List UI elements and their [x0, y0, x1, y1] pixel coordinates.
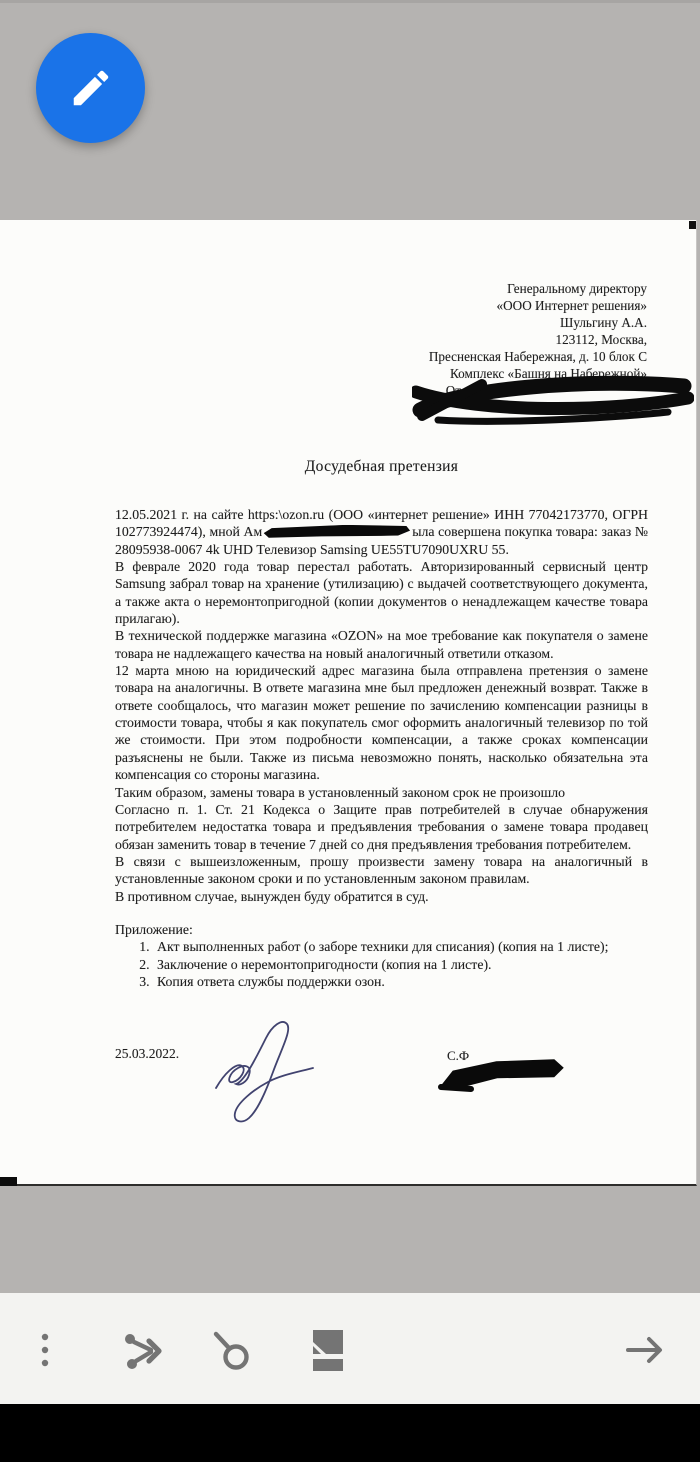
scan-artifact-top-right	[689, 221, 696, 229]
lasso-icon	[208, 1326, 256, 1374]
attachment-item: 2. Заключение о неремонтопригодности (копия на 1 листе).	[153, 956, 648, 973]
pencil-icon	[68, 65, 114, 111]
scan-artifact-bottom-left	[0, 1177, 17, 1186]
attachment-item: 3. Копия ответа службы поддержки озон.	[153, 973, 648, 990]
attachments-section	[115, 921, 648, 990]
document-paragraph: Согласно п. 1. Ст. 21 Кодекса о Защите прав потребителей в случае обнаружения потребителем недостатка товара и предъявления требования о замене товара продавец обязан заменить товар в течение 7 дней со дня предъявления требования потребителем.	[115, 801, 648, 852]
redacted-signature	[437, 1048, 567, 1100]
lasso-select-button[interactable]	[206, 1324, 258, 1376]
recipient-line: 123112, Москва,	[555, 332, 647, 347]
page-layout-button[interactable]	[300, 1324, 352, 1376]
top-edge-strip	[0, 0, 700, 3]
document-paragraph: Таким образом, замены товара в установленный законом срок не произошло	[115, 784, 565, 800]
document-paragraph: В технической поддержке магазина «OZON» на мое требование как покупателя о замене товара не надлежащего качества на новый аналогичный ответили отказом.	[115, 628, 648, 661]
arrow-right-icon	[621, 1326, 669, 1374]
signature-peek-text: С.Ф	[447, 1048, 470, 1063]
more-options-button[interactable]	[19, 1324, 71, 1376]
edit-fab[interactable]	[36, 33, 145, 143]
paragraph-text: ыла совершена покупка товара: заказ № 28095938-0067 4k UHD Телевизор Samsing UE55TU7090UXRU 55.	[115, 524, 648, 557]
system-navigation-area	[0, 1404, 700, 1462]
document-date: 25.03.2022.	[115, 1046, 180, 1061]
attachment-item: 1. Акт выполненных работ (о заборе техники для списания) (копия на 1 листе);	[153, 938, 648, 955]
paragraph-text: 12.05.2021 г. на сайте https:\ozon.ru (ООО «интернет решение» ИНН 77042173770, ОГРН 102773924474), мной Ам	[115, 507, 648, 540]
from-label: От	[445, 383, 461, 398]
document-paragraph: 12 марта мною на юридический адрес магазина была отправлена претензия о замене товара на аналогичны. В ответе магазина мне был предложен денежный возврат. Также в ответе сообщалось, что магазин может решение по зачислению компенсации разницы в стоимости товара, чтобы я как покупатель смог оформить аналогичный телевизор по той же стоимости. При этом подробности компенсации, а также сроках компенсации разъяснены не были. Также из письма невозможно понять, насколько обязательна эта компенсация со стороны магазина.	[115, 663, 648, 783]
share-icon	[117, 1326, 165, 1374]
document-paragraph	[115, 506, 648, 558]
document-body	[115, 506, 648, 990]
page-layout-icon	[302, 1326, 350, 1374]
document-title: Досудебная претензия	[304, 458, 459, 475]
share-button[interactable]	[115, 1324, 167, 1376]
forward-button[interactable]	[619, 1324, 671, 1376]
recipient-line: Генеральному директору	[507, 281, 647, 296]
inline-redaction-bar	[263, 524, 411, 539]
recipient-line: Пресненская Набережная, д. 10 блок С	[428, 349, 647, 364]
document-paragraph: В связи с вышеизложенным, прошу произвести замену товара на аналогичный в установленные законом сроки и по установленным законом правилам.	[115, 853, 648, 887]
kebab-menu-icon	[21, 1326, 69, 1374]
attachments-label: Приложение:	[115, 921, 193, 937]
redaction-scribble	[412, 370, 694, 439]
recipient-line: Шульгину А.А.	[560, 315, 647, 330]
document-page[interactable]	[0, 220, 697, 1186]
document-paragraph: В феврале 2020 года товар перестал работать. Авторизированный сервисный центр Samsung забрал товар на хранение (утилизацию) с выдачей соответствующего документа, а также акта о неремонтопригодной (копии документов о ненадлежащем качестве товара прилагаю).	[115, 559, 648, 627]
recipient-line: «ООО Интернет решения»	[496, 298, 647, 313]
recipient-line: Комплекс «Башня на Набережной»	[450, 366, 647, 381]
document-paragraph: В противном случае, вынужден буду обратится в суд.	[115, 888, 429, 904]
handwritten-signature	[210, 1018, 335, 1128]
bottom-toolbar	[0, 1293, 700, 1404]
